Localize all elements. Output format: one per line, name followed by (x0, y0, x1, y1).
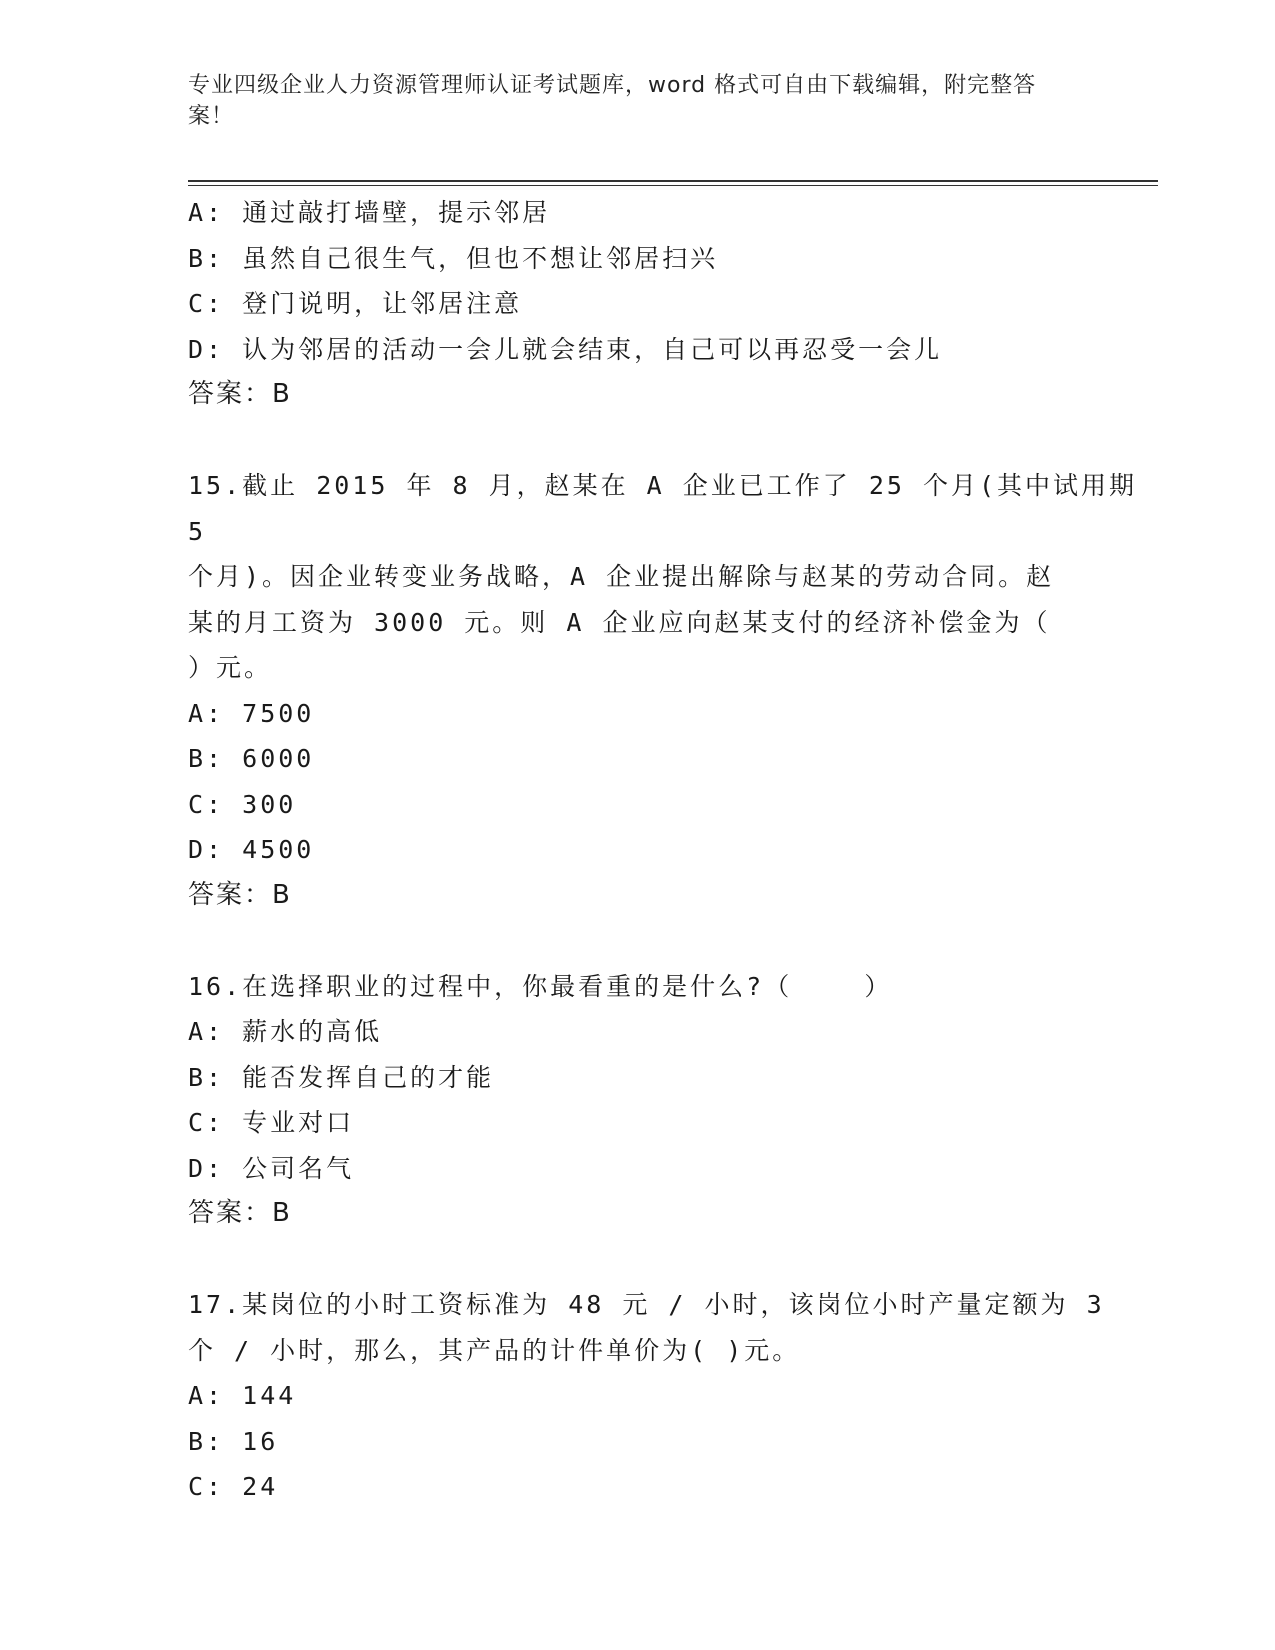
q15-option-d: D: 4500 (188, 835, 315, 864)
question-15-line-3: 某的月工资为 3000 元。则 A 企业应向赵某支付的经济补偿金为（ (188, 607, 1051, 637)
q15-option-b: B: 6000 (188, 744, 315, 773)
option-b: B: 虽然自己很生气，但也不想让邻居扫兴 (188, 243, 719, 273)
q16-option-c: C: 专业对口 (188, 1108, 355, 1137)
q15-answer: 答案：B (188, 879, 292, 910)
option-d: D: 认为邻居的活动一会儿就会结束，自己可以再忍受一会儿 (188, 334, 943, 364)
question-15-line-1: 15.截止 2015 年 8 月，赵某在 A 企业已工作了 25 个月(其中试用期 5 (188, 471, 1156, 546)
question-15-line-2: 个月)。因企业转变业务战略，A 企业提出解除与赵某的劳动合同。赵 (188, 562, 1055, 591)
spacer (188, 918, 1158, 964)
q16-option-b: B: 能否发挥自己的才能 (188, 1062, 495, 1092)
document-page (188, 70, 1158, 1501)
spacer (188, 1237, 1158, 1283)
question-content (188, 190, 1158, 1510)
option-c: C: 登门说明，让邻居注意 (188, 289, 523, 318)
document-header: 专业四级企业人力资源管理师认证考试题库，word 格式可自由下载编辑，附完整答案！ (188, 73, 1037, 129)
q17-option-c: C: 24 (188, 1472, 279, 1501)
q15-option-c: C: 300 (188, 789, 297, 819)
header-rule-thin (188, 185, 1158, 186)
answer-line: 答案：B (188, 379, 292, 409)
q16-answer: 答案：B (188, 1198, 292, 1228)
q17-option-a: A: 144 (188, 1381, 297, 1410)
q17-option-b: B: 16 (188, 1426, 279, 1456)
q15-option-a: A: 7500 (188, 698, 315, 728)
q16-option-d: D: 公司名气 (188, 1153, 355, 1183)
question-16: 16.在选择职业的过程中，你最看重的是什么?（ ） (188, 971, 893, 1001)
question-17-line-1: 17.某岗位的小时工资标准为 48 元 / 小时，该岗位小时产量定额为 3 (188, 1290, 1105, 1319)
question-15-line-4: ）元。 (188, 653, 273, 682)
question-17-line-2: 个 / 小时，那么，其产品的计件单价为( )元。 (188, 1335, 801, 1365)
header-rule-thick (188, 180, 1158, 182)
spacer (188, 418, 1158, 464)
option-a: A: 通过敲打墙壁，提示邻居 (188, 198, 551, 227)
q16-option-a: A: 薪水的高低 (188, 1017, 383, 1046)
